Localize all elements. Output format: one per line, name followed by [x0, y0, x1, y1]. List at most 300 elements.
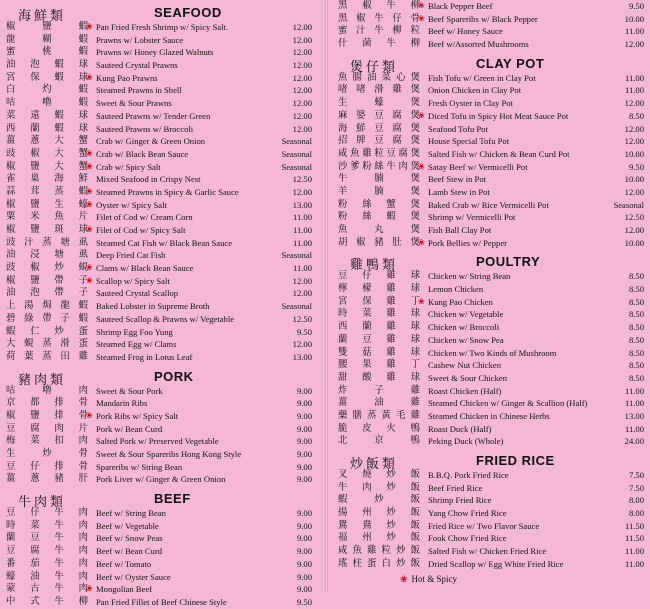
item-name-chinese: 咕 嚕 蝦 [6, 98, 88, 109]
section-header [336, 54, 646, 72]
section-title-chinese: 煲仔類 [350, 58, 399, 74]
item-name: Sweet & Sour Prawns [96, 98, 172, 109]
item-name-chinese: 碧 綠 帶 子 蝦 [6, 313, 88, 324]
item-name-chinese: 蝦 炒 飯 [338, 495, 420, 506]
item-price: 13.00 [292, 199, 312, 210]
item-price: 9.00 [296, 423, 312, 434]
item-name: Beef w/ Honey Sauce [428, 26, 503, 37]
item-name: Salted Fish w/ Chicken & Bean Curd Pot [428, 148, 570, 159]
item-price: 9.00 [296, 410, 312, 421]
pepper-icon: ❀ [418, 296, 425, 306]
menu-item [336, 186, 646, 199]
pepper-icon: ❀ [86, 263, 93, 273]
item-price: 8.50 [628, 284, 644, 295]
item-name: Beef Spareribs w/ Black Pepper [428, 13, 538, 24]
section-title-chinese: 炒飯類 [350, 456, 399, 471]
item-name-chinese: 白 灼 蝦 [6, 85, 88, 96]
item-name: Sauteed Prawns w/ Broccoli [96, 123, 194, 134]
item-name-chinese: 福 州 炒 飯 [338, 533, 420, 544]
menu-item [336, 558, 646, 571]
item-name-chinese: 生 蠔 煲 [338, 98, 420, 109]
item-name: Chicken w/ Snow Pea [428, 334, 504, 345]
menu-item [336, 385, 646, 398]
item-price: Seasonal [281, 301, 312, 312]
item-name: Fook Chow Fried Rice [428, 533, 507, 544]
item-name: Pork Bellies w/ Pepper [428, 237, 508, 248]
item-name-chinese: 宮 保 雞 丁 [338, 296, 420, 307]
menu-item [336, 25, 646, 38]
item-name-chinese: 蒙 古 牛 肉 [6, 584, 88, 595]
item-name: Mixed Seafood in Crispy Nest [96, 174, 201, 185]
item-name: Chicken w/ String Bean [428, 271, 511, 282]
item-name-chinese: 椒 鹽 排 骨 [6, 410, 88, 421]
menu-item [4, 97, 314, 110]
menu-item [336, 161, 646, 174]
item-name-chinese: 菜 遠 蝦 球 [6, 110, 88, 121]
pepper-icon: ❀ [400, 574, 408, 584]
item-price: 9.50 [628, 161, 644, 172]
menu-item [336, 520, 646, 533]
item-name: House Special Tofu Pot [428, 136, 510, 147]
item-name-chinese: 豆 仔 排 骨 [6, 461, 88, 472]
item-price: 12.50 [624, 212, 644, 223]
menu-item [4, 262, 314, 275]
pepper-icon: ❀ [86, 72, 93, 82]
menu-item [336, 135, 646, 148]
pepper-icon: ❀ [418, 237, 425, 247]
item-name-chinese: 北 京 鴨 [338, 436, 420, 447]
menu-item [4, 224, 314, 237]
menu-item [4, 596, 314, 609]
menu-item [4, 199, 314, 212]
item-name: Kung Pao Prawns [96, 72, 158, 83]
item-name: Baked Lobster in Supreme Broth [96, 301, 210, 312]
item-name-chinese: 蘭 豆 雞 球 [338, 334, 420, 345]
menu-right-column [336, 0, 646, 593]
item-price: Seasonal [281, 148, 312, 159]
item-price: 9.00 [296, 571, 312, 582]
item-name-chinese: 西 蘭 雞 球 [338, 322, 420, 333]
item-price: 11.00 [624, 85, 644, 96]
menu-item [336, 173, 646, 186]
item-price: 12.00 [292, 123, 312, 134]
item-name-chinese: 瑤 柱 蛋 白 炒 飯 [338, 558, 420, 569]
item-name: Beef w/ Tomato [96, 558, 152, 569]
menu-item [4, 532, 314, 545]
item-price: 12.00 [292, 47, 312, 58]
item-price: 12.00 [292, 186, 312, 197]
item-name: Sweet & Sour Spareribs Hong Kong Style [96, 449, 242, 459]
item-price: 9.50 [628, 1, 644, 11]
menu-item [4, 237, 314, 250]
item-name: Shrimp w/ Vermicelli Pot [428, 212, 516, 223]
item-name-chinese: 番 茄 牛 肉 [6, 558, 88, 569]
item-name: Sweet & Sour Pork [96, 385, 163, 396]
menu-item [4, 59, 314, 72]
menu-item [336, 270, 646, 283]
pepper-icon: ❀ [86, 161, 93, 171]
legend-text: Hot & Spicy [411, 574, 458, 584]
menu-item [4, 435, 314, 448]
item-name: Chicken w/ Two Kinds of Mushroom [428, 347, 557, 358]
item-price: 11.50 [624, 533, 644, 544]
item-price: 12.00 [292, 288, 312, 299]
item-price: 11.00 [292, 212, 312, 223]
item-name: Beef w/ Snow Peas [96, 533, 163, 544]
item-price: 11.00 [624, 423, 644, 434]
menu-item [4, 571, 314, 584]
item-name-chinese: 西 蘭 蝦 球 [6, 123, 88, 134]
item-price: 9.00 [296, 546, 312, 557]
item-price: 9.00 [296, 398, 312, 409]
item-name: Beef w/ Oyster Sauce [96, 571, 171, 582]
item-name: Chicken w/ Vegetable [428, 309, 504, 320]
item-price: 9.00 [296, 508, 312, 519]
menu-item [336, 237, 646, 250]
item-name: Beef Fried Rice [428, 482, 483, 493]
item-price: 12.00 [292, 60, 312, 71]
item-price: 8.50 [628, 309, 644, 320]
item-price: 24.00 [624, 436, 644, 447]
item-name-chinese: 時 菜 牛 肉 [6, 520, 88, 531]
item-name-chinese: 上 湯 焗 龍 蝦 [6, 301, 88, 312]
item-name-chinese: 甜 酸 雞 球 [338, 372, 420, 383]
item-price: 11.00 [624, 26, 644, 37]
section-header [4, 367, 314, 385]
item-name-chinese: 豆 腐 肉 片 [6, 423, 88, 434]
pepper-icon: ❀ [86, 275, 93, 285]
menu-item [336, 435, 646, 448]
item-name: Roast Duck (Half) [428, 423, 492, 434]
item-name-chinese: 粉 絲 蝦 煲 [338, 212, 420, 223]
item-name: Sauteed Crystal Scallop [96, 288, 179, 299]
item-name-chinese: 招 牌 豆 腐 煲 [338, 136, 420, 147]
item-price: 11.00 [624, 558, 644, 569]
menu-item [336, 308, 646, 321]
item-name: Shrimp Egg Foo Yung [96, 326, 173, 337]
section-title: SEAFOOD [154, 5, 222, 20]
menu-item [336, 372, 646, 385]
section-title: POULTRY [476, 254, 541, 270]
item-name-chinese: 麻 婆 豆 腐 煲 [338, 110, 420, 121]
menu-item [336, 347, 646, 360]
item-price: 10.00 [624, 148, 644, 159]
item-name: Filet of Cod w/ Spicy Salt [96, 225, 186, 235]
item-name: Baked Crab w/ Rice Vermicelli Pot [428, 199, 549, 210]
menu-item [336, 532, 646, 545]
item-name-chinese: 京 都 排 骨 [6, 398, 88, 409]
menu-item [336, 0, 646, 13]
item-name: Fried Rice w/ Two Flavor Sauce [428, 520, 540, 531]
menu-item [4, 351, 314, 364]
section-title-chinese: 海鮮類 [18, 8, 67, 23]
item-price: 10.00 [624, 237, 644, 248]
item-price: 9.00 [296, 584, 312, 595]
item-price: 9.00 [296, 520, 312, 531]
section-header [336, 451, 646, 469]
menu-item [4, 135, 314, 148]
item-name-chinese: 薑 蔥 大 蟹 [6, 136, 88, 147]
menu-item [336, 494, 646, 507]
item-name: Pan Fried Fillet of Beef Chinese Style [96, 596, 227, 607]
hot-spicy-legend [400, 574, 457, 585]
menu-item [336, 224, 646, 237]
item-name-chinese: 咸 魚 雞 粒 豆 腐 煲 [338, 148, 420, 159]
pepper-icon: ❀ [418, 110, 425, 120]
pepper-icon: ❀ [86, 148, 93, 158]
item-price: 12.00 [292, 110, 312, 121]
item-price: 12.00 [624, 225, 644, 235]
section-title: FRIED RICE [476, 453, 555, 468]
pepper-icon: ❀ [86, 584, 93, 594]
menu-item [336, 359, 646, 372]
item-price: 9.00 [296, 533, 312, 544]
menu-item [4, 148, 314, 161]
item-name: Crab w/ Ginger & Green Onion [96, 136, 206, 147]
section-title-chinese: 豬肉類 [18, 371, 67, 387]
pepper-icon: ❀ [86, 22, 93, 31]
item-price: 11.00 [624, 398, 644, 409]
menu-item [336, 482, 646, 495]
pepper-icon: ❀ [86, 225, 93, 234]
menu-item [4, 46, 314, 59]
menu-item [4, 249, 314, 262]
item-name: Sauteed Crystal Prawns [96, 60, 178, 71]
section-title-chinese: 牛肉類 [18, 494, 67, 510]
item-name-chinese: 羊 腩 煲 [338, 186, 420, 197]
item-name-chinese: 椒 鹽 蝦 [6, 22, 88, 32]
item-price: 11.00 [292, 225, 312, 235]
section-title: PORK [154, 368, 194, 384]
pepper-icon: ❀ [418, 13, 425, 23]
item-price: 9.00 [296, 385, 312, 396]
item-name: Black Pepper Beef [428, 1, 493, 11]
item-name: Peking Duck (Whole) [428, 436, 504, 447]
item-price: 9.00 [296, 558, 312, 569]
item-price: Seasonal [613, 199, 644, 210]
item-name: Oyster w/ Spicy Salt [96, 199, 167, 210]
item-price: 9.00 [296, 474, 312, 485]
item-name-chinese: 豉 椒 炒 蜆 [6, 263, 88, 274]
item-price: 8.50 [628, 271, 644, 282]
item-name: Steamed Prawns in Shell [96, 85, 182, 96]
menu-item [336, 72, 646, 85]
item-name: Steamed Chicken w/ Ginger & Scallion (Half) [428, 398, 588, 409]
page-fold [325, 0, 328, 593]
item-name: Yang Chow Fried Rice [428, 508, 507, 519]
menu-item [4, 583, 314, 596]
pepper-icon: ❀ [86, 410, 93, 420]
item-name-chinese: 魚 腸 油 菜 心 煲 [338, 72, 420, 83]
menu-item [4, 397, 314, 410]
menu-item [4, 520, 314, 533]
item-name-chinese: 蠔 油 牛 肉 [6, 571, 88, 582]
item-name: Mandarin Ribs [96, 398, 148, 409]
item-name-chinese: 蒜 茸 蒸 蝦 [6, 186, 88, 197]
item-name-chinese: 豆 仔 牛 肉 [6, 508, 88, 519]
menu-item [336, 148, 646, 161]
item-name-chinese: 薑 蔥 豬 肝 [6, 474, 88, 485]
item-name-chinese: 脆 皮 火 鴨 [338, 423, 420, 434]
item-name-chinese: 黑 椒 牛 仔 骨 [338, 13, 420, 24]
item-name-chinese: 椒 鹽 生 蠔 [6, 199, 88, 210]
item-name: Kung Pao Chicken [428, 296, 493, 307]
item-price: 12.00 [624, 123, 644, 134]
item-name: Satay Beef w/ Vermicelli Pot [428, 161, 528, 172]
item-name-chinese: 荷 葉 蒸 田 雞 [6, 351, 88, 362]
item-name-chinese: 牛 肉 炒 飯 [338, 482, 420, 493]
menu-item [336, 199, 646, 212]
item-name-chinese: 胡 椒 豬 肚 煲 [338, 237, 420, 248]
item-name-chinese: 粉 絲 蟹 煲 [338, 199, 420, 210]
item-price: 12.00 [624, 39, 644, 50]
item-price: 11.00 [624, 546, 644, 557]
item-price: 9.00 [296, 449, 312, 459]
menu-item [4, 21, 314, 34]
item-name: Scallop w/ Spicy Salt [96, 275, 170, 286]
menu-item [4, 84, 314, 97]
menu-item [336, 423, 646, 436]
item-name-chinese: 咸 魚 雞 粒 炒 飯 [338, 546, 420, 557]
item-name: Steamed Prawns in Spicy & Garlic Sauce [96, 186, 239, 197]
item-name-chinese: 咕 嚕 肉 [6, 385, 88, 396]
item-name: Steamed Chicken in Chinese Herbs [428, 410, 550, 421]
menu-item [4, 34, 314, 47]
pepper-icon: ❀ [86, 199, 93, 209]
item-name: Beef w/Assorted Mushrooms [428, 39, 529, 50]
item-price: 12.50 [292, 313, 312, 324]
item-price: 8.00 [628, 495, 644, 506]
menu-item [4, 473, 314, 486]
item-name: Fresh Oyster in Clay Pot [428, 98, 513, 109]
menu-left-column [4, 0, 314, 607]
item-name: Mongolian Beef [96, 584, 153, 595]
item-price: 9.50 [296, 596, 312, 607]
item-name-chinese: 宮 保 蝦 球 [6, 72, 88, 83]
item-price: 12.00 [624, 186, 644, 197]
item-name-chinese: 油 浸 塘 虱 [6, 250, 88, 261]
item-name-chinese: 沙 爹 粉 絲 牛 肉 煲 [338, 161, 420, 172]
item-name: Pork w/ Bean Curd [96, 423, 163, 434]
menu-item [336, 283, 646, 296]
item-name-chinese: 時 菜 雞 球 [338, 309, 420, 320]
pepper-icon: ❀ [418, 161, 425, 171]
item-price: 8.50 [628, 334, 644, 345]
item-name: Lamb Stew in Pot [428, 186, 490, 197]
item-name: Lemon Chicken [428, 284, 484, 295]
item-name-chinese: 薑 油 雞 [338, 398, 420, 409]
item-name-chinese: 黑 椒 牛 柳 [338, 1, 420, 11]
item-price: 11.50 [624, 520, 644, 531]
menu-item [4, 558, 314, 571]
item-name-chinese: 海 鮮 豆 腐 煲 [338, 123, 420, 134]
item-price: 11.00 [624, 385, 644, 396]
item-name-chinese: 豉 椒 大 蟹 [6, 148, 88, 159]
item-name-chinese: 腰 果 雞 丁 [338, 360, 420, 371]
item-name-chinese: 蜜 桃 蝦 [6, 47, 88, 58]
menu-item [4, 173, 314, 186]
item-price: Seasonal [281, 161, 312, 172]
menu-item [4, 300, 314, 313]
item-price: 12.00 [292, 72, 312, 83]
item-name: Filet of Cod w/ Cream Corn [96, 212, 193, 223]
item-price: 8.50 [628, 322, 644, 333]
menu-item [4, 507, 314, 520]
item-price: 8.50 [628, 347, 644, 358]
item-price: 7.50 [628, 482, 644, 493]
menu-item [4, 211, 314, 224]
item-name: Beef w/ Bean Curd [96, 546, 163, 557]
item-price: 10.00 [624, 174, 644, 185]
item-name: Fish Tofu w/ Green in Clay Pot [428, 72, 536, 83]
menu-item [336, 296, 646, 309]
item-price: 7.50 [628, 470, 644, 480]
pepper-icon: ❀ [418, 1, 425, 10]
item-name-chinese: 椒 鹽 斑 球 [6, 225, 88, 235]
menu-item [4, 326, 314, 339]
section-header [336, 252, 646, 273]
item-name-chinese: 藥 膳 蒸 黃 毛 雞 [338, 410, 420, 421]
item-price: 8.00 [628, 508, 644, 519]
item-price: 8.50 [628, 360, 644, 371]
item-price: 12.00 [292, 22, 312, 32]
item-name: Diced Tofu in Spicy Hot Meat Sauce Pot [428, 110, 569, 121]
menu-item [336, 410, 646, 423]
menu-item [4, 161, 314, 174]
item-price: 12.00 [292, 34, 312, 45]
menu-item [4, 123, 314, 136]
item-name: Onion Chicken in Clay Pot [428, 85, 522, 96]
item-name-chinese: 魚 丸 煲 [338, 225, 420, 235]
item-price: 9.00 [296, 461, 312, 472]
item-name: B.B.Q. Pork Fried Rice [428, 470, 509, 480]
section-title-chinese: 雞鴨類 [350, 257, 399, 273]
menu-item [336, 97, 646, 110]
item-name: Crab w/ Black Bean Sauce [96, 148, 189, 159]
menu-item [336, 469, 646, 482]
item-price: 12.00 [624, 98, 644, 109]
item-name-chinese: 雙 菇 雞 球 [338, 347, 420, 358]
item-name: Salted Fish w/ Chicken Fried Rice [428, 546, 547, 557]
menu-item [336, 38, 646, 51]
menu-item [4, 186, 314, 199]
item-name-chinese: 中 式 牛 柳 [6, 596, 88, 607]
menu-item [4, 448, 314, 461]
menu-item [4, 313, 314, 326]
item-name: Prawns w/ Lobster Sauce [96, 34, 184, 45]
item-price: 12.50 [292, 174, 312, 185]
menu-item [336, 84, 646, 97]
item-price: Seasonal [281, 136, 312, 147]
menu-item [4, 410, 314, 423]
menu-item [336, 211, 646, 224]
item-price: 11.00 [292, 263, 312, 274]
item-price: Seasonal [281, 250, 312, 261]
menu-item [4, 385, 314, 398]
section-title: CLAY POT [476, 55, 545, 71]
item-name: Steamed Frog in Lotus Leaf [96, 351, 193, 362]
menu-item [336, 334, 646, 347]
menu-item [4, 72, 314, 85]
item-name: Beef w/ Vegetable [96, 520, 159, 531]
item-name: Beef w/ String Bean [96, 508, 166, 519]
item-name-chinese: 豉 汁 蒸 塘 虱 [6, 237, 88, 248]
section-header [4, 3, 314, 21]
item-name: Roast Chicken (Half) [428, 385, 502, 396]
item-price: 9.50 [296, 326, 312, 337]
item-name-chinese: 檸 檬 雞 球 [338, 284, 420, 295]
item-price: 12.00 [292, 275, 312, 286]
